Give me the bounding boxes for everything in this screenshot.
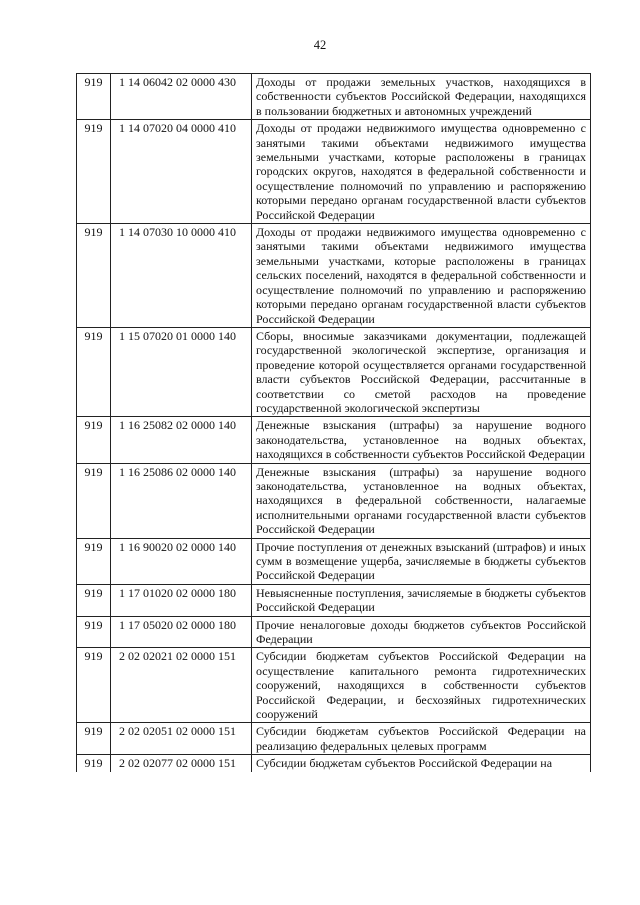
table-row	[77, 616, 591, 648]
description-cell: Субсидии бюджетам субъектов Российской Федерации на	[252, 755, 591, 772]
table-row	[77, 584, 591, 616]
kbk-code-cell: 1 15 07020 01 0000 140	[111, 327, 252, 416]
admin-code-cell: 919	[77, 120, 111, 224]
description-cell: Сборы, вносимые заказчиками документации, подлежащей государственной экологической экспертизе, организация и проведение которой осуществляется органами государственной власти субъектов Российской Федерации, рассчитанные в соответствии со сметой расходов на проведение государственной экологической экспертизы	[252, 327, 591, 416]
description-cell: Прочие неналоговые доходы бюджетов субъектов Российской Федерации	[252, 616, 591, 648]
description-cell: Субсидии бюджетам субъектов Российской Федерации на реализацию федеральных целевых программ	[252, 723, 591, 755]
table-row	[77, 538, 591, 584]
table-row	[77, 120, 591, 224]
kbk-code-cell: 1 17 01020 02 0000 180	[111, 584, 252, 616]
admin-code-cell: 919	[77, 538, 111, 584]
description-cell: Денежные взыскания (штрафы) за нарушение водного законодательства, установленное на водных объектах, находящихся в федеральной собственности, налагаемые исполнительными органами государственной власти субъектов Российской Федерации	[252, 463, 591, 538]
page-number: 42	[313, 38, 327, 52]
description-cell: Доходы от продажи земельных участков, находящихся в собственности субъектов Российской Федерации, находящихся в пользовании бюджетных и автономных учреждений	[252, 74, 591, 120]
kbk-code-cell: 1 16 90020 02 0000 140	[111, 538, 252, 584]
table-row	[77, 463, 591, 538]
revenue-codes-table	[76, 73, 591, 772]
kbk-code-cell: 1 16 25086 02 0000 140	[111, 463, 252, 538]
description-cell: Доходы от продажи недвижимого имущества одновременно с занятыми такими объектами недвижимого имущества земельными участками, которые расположены в границах сельских поселений, находятся в федеральной собственности и осуществление полномочий по управлению и распоряжению которыми передано органам государственной власти субъектов Российской Федерации	[252, 224, 591, 328]
admin-code-cell: 919	[77, 648, 111, 723]
admin-code-cell: 919	[77, 327, 111, 416]
table-row	[77, 74, 591, 120]
kbk-code-cell: 1 14 06042 02 0000 430	[111, 74, 252, 120]
admin-code-cell: 919	[77, 584, 111, 616]
kbk-code-cell: 1 14 07030 10 0000 410	[111, 224, 252, 328]
description-cell: Субсидии бюджетам субъектов Российской Федерации на осуществление капитального ремонта гидротехнических сооружений, находящихся в собственности субъектов Российской Федерации, и бесхозяйных гидротехнических сооружений	[252, 648, 591, 723]
description-cell: Невыясненные поступления, зачисляемые в бюджеты субъектов Российской Федерации	[252, 584, 591, 616]
table-row	[77, 417, 591, 463]
table-row	[77, 755, 591, 772]
admin-code-cell: 919	[77, 224, 111, 328]
admin-code-cell: 919	[77, 616, 111, 648]
admin-code-cell: 919	[77, 723, 111, 755]
table-row	[77, 224, 591, 328]
table-row	[77, 723, 591, 755]
kbk-code-cell: 1 16 25082 02 0000 140	[111, 417, 252, 463]
kbk-code-cell: 2 02 02077 02 0000 151	[111, 755, 252, 772]
admin-code-cell: 919	[77, 755, 111, 772]
kbk-code-cell: 2 02 02051 02 0000 151	[111, 723, 252, 755]
kbk-code-cell: 1 14 07020 04 0000 410	[111, 120, 252, 224]
admin-code-cell: 919	[77, 463, 111, 538]
description-cell: Денежные взыскания (штрафы) за нарушение водного законодательства, установленное на водных объектах, находящихся в собственности субъектов Российской Федерации	[252, 417, 591, 463]
description-cell: Доходы от продажи недвижимого имущества одновременно с занятыми такими объектами недвижимого имущества земельными участками, которые расположены в границах городских округов, находятся в федеральной собственности и осуществление полномочий по управлению и распоряжению которыми передано органам государственной власти субъектов Российской Федерации	[252, 120, 591, 224]
kbk-code-cell: 2 02 02021 02 0000 151	[111, 648, 252, 723]
description-cell: Прочие поступления от денежных взысканий (штрафов) и иных сумм в возмещение ущерба, зачисляемые в бюджеты субъектов Российской Федерации	[252, 538, 591, 584]
admin-code-cell: 919	[77, 74, 111, 120]
table-row	[77, 648, 591, 723]
admin-code-cell: 919	[77, 417, 111, 463]
table-row	[77, 327, 591, 416]
kbk-code-cell: 1 17 05020 02 0000 180	[111, 616, 252, 648]
